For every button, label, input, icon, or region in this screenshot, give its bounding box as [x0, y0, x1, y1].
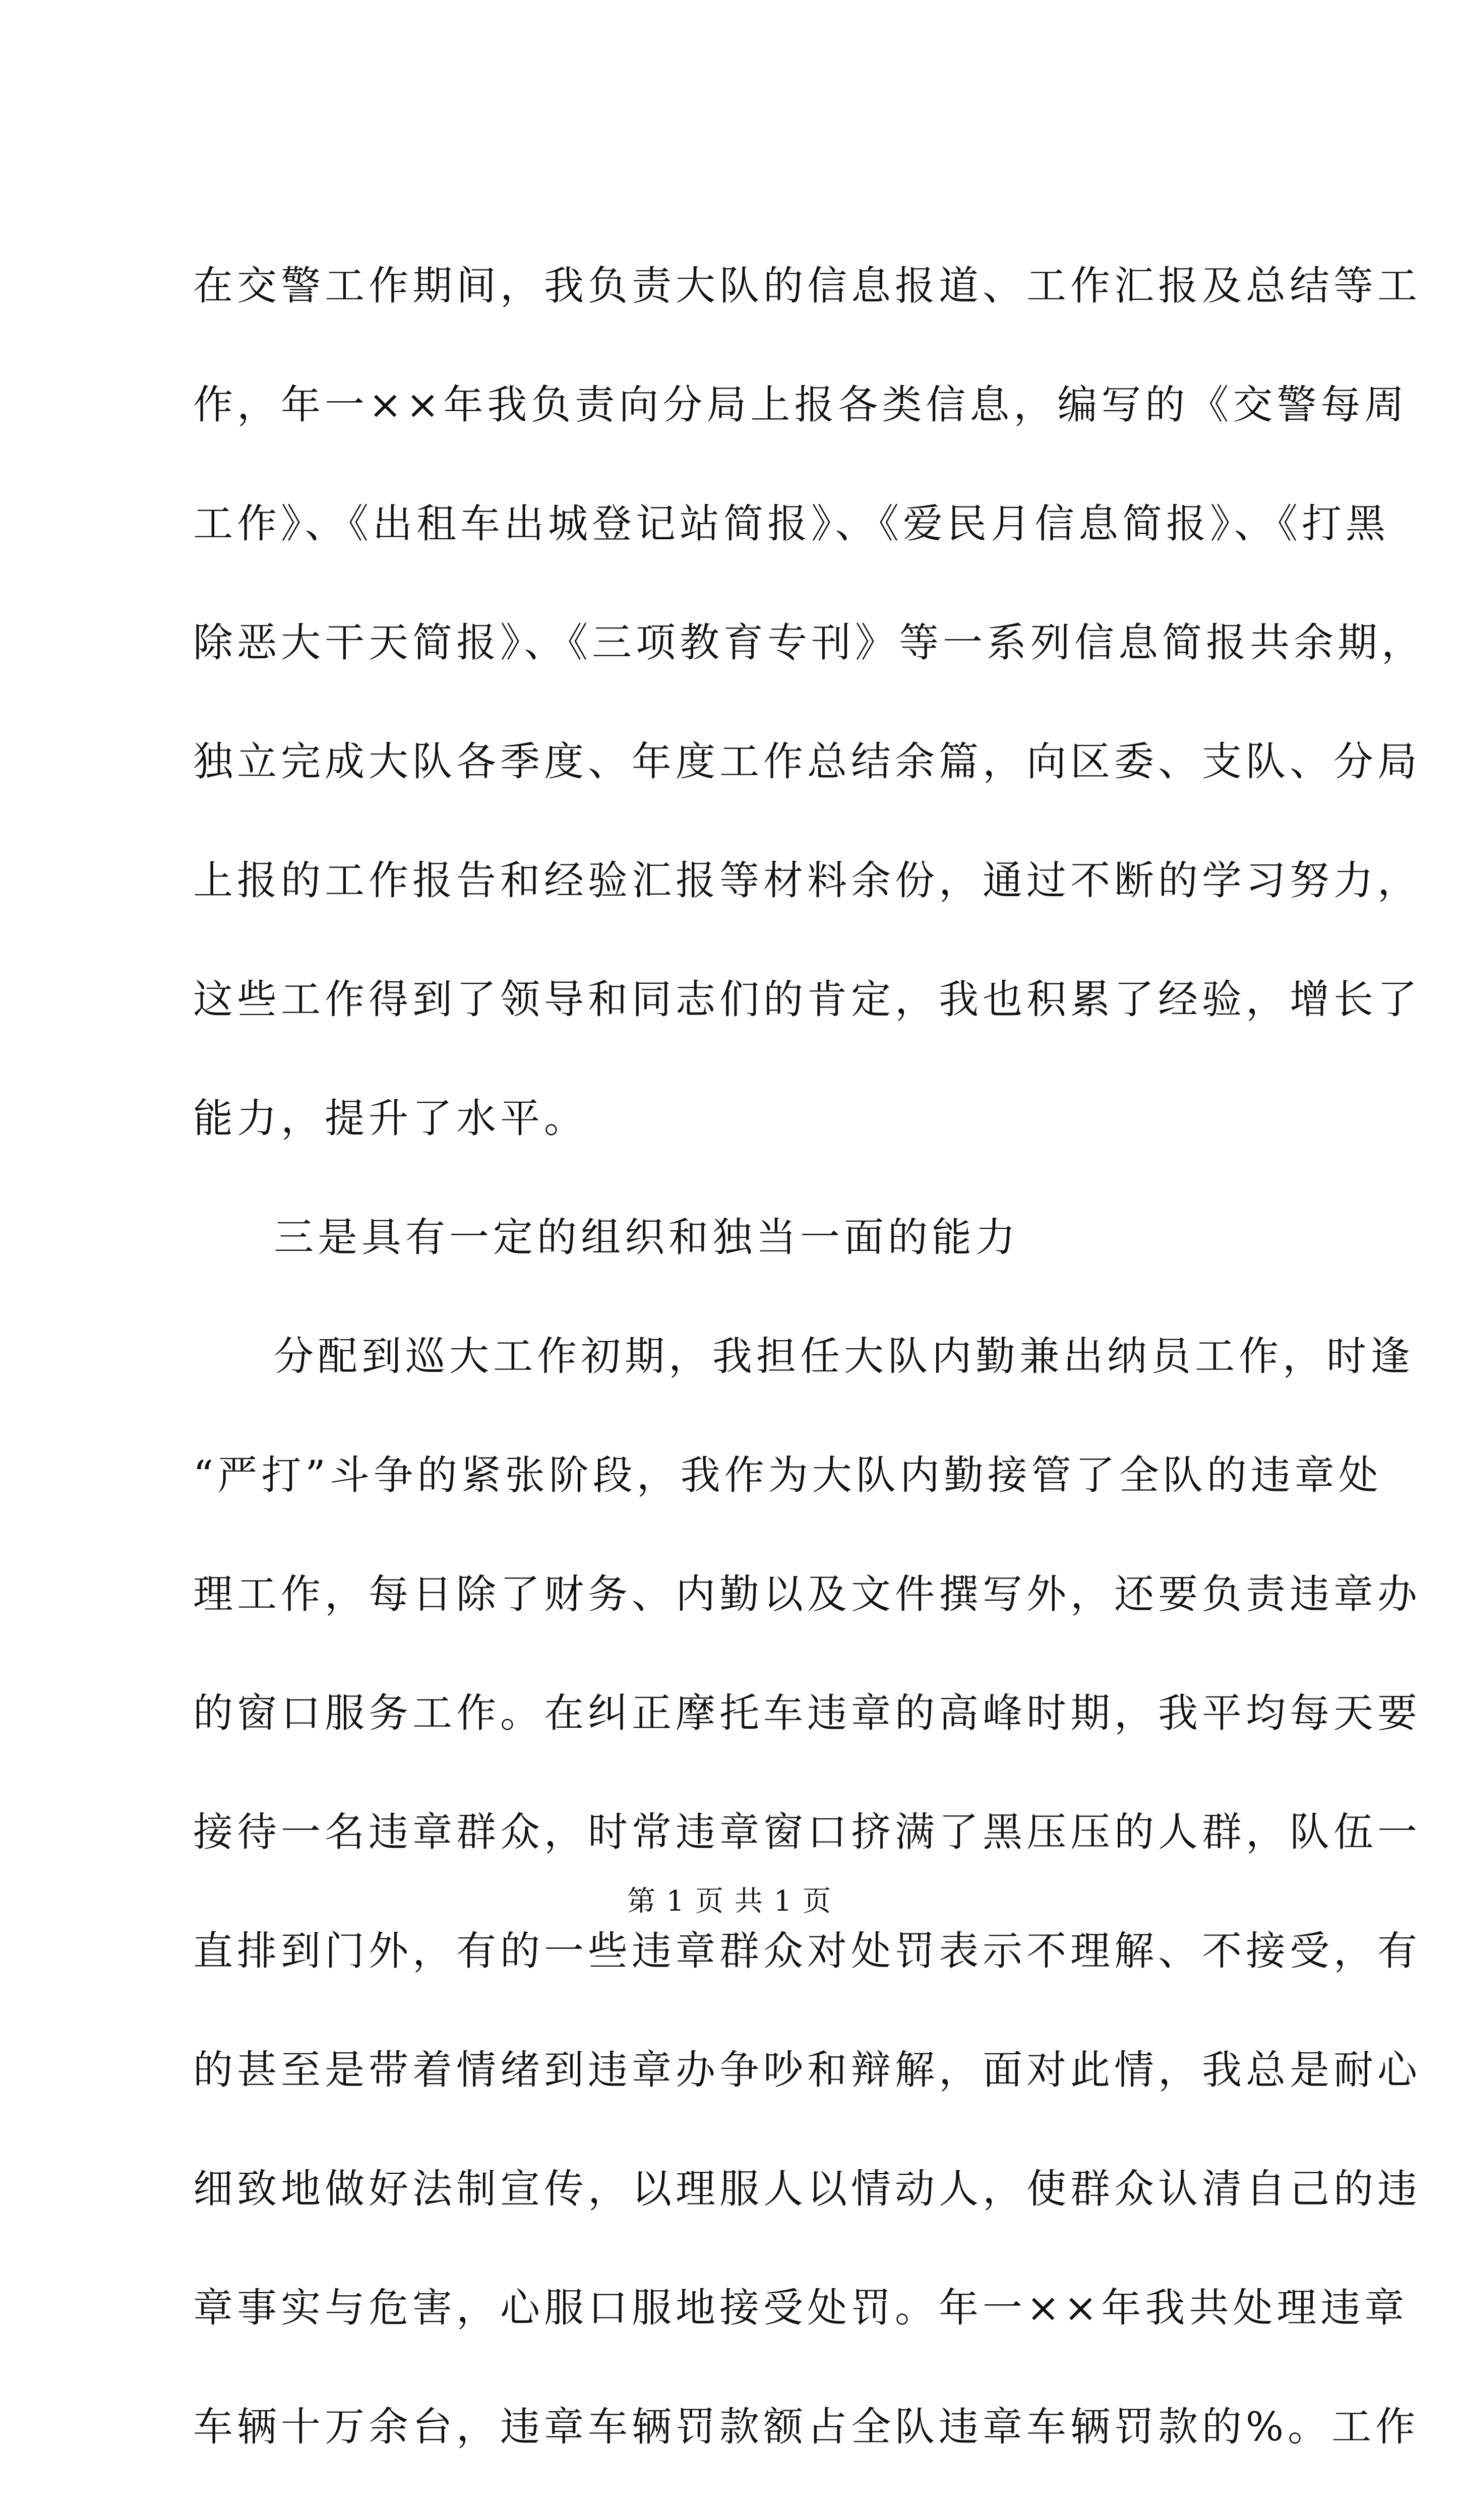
paragraph-1-line-4: 除恶大干天简报》、《三项教育专刊》等一系列信息简报共余期， [193, 619, 1425, 666]
paragraph-2-line-10: 车辆十万余台，违章车辆罚款额占全队违章车辆罚款的%。工作 [193, 2404, 1420, 2450]
paragraph-2-line-6: 直排到门外，有的一些违章群众对处罚表示不理解、不接受，有 [193, 1928, 1421, 1974]
paragraph-2-line-5: 接待一名违章群众，时常违章窗口挤满了黑压压的人群，队伍一 [193, 1809, 1421, 1855]
paragraph-1-line-2: 作，年一××年我负责向分局上报各类信息，编写的《交警每周 [193, 382, 1409, 428]
paragraph-2-line-4: 的窗口服务工作。在纠正摩托车违章的高峰时期，我平均每天要 [193, 1690, 1421, 1736]
paragraph-1-line-7: 这些工作得到了领导和同志们的肯定，我也积累了经验，增长了 [193, 976, 1421, 1023]
paragraph-2-line-2: “严打”斗争的紧张阶段，我作为大队内勤接管了全队的违章处 [193, 1452, 1382, 1498]
paragraph-2-line-11 [193, 2519, 1292, 2520]
paragraph-1-line-3: 工作》、《出租车出城登记站简报》、《爱民月信息简报》、《打黑 [193, 500, 1389, 547]
section-heading: 三是具有一定的组织和独当一面的能力 [274, 1214, 1019, 1261]
paragraph-2-line-3: 理工作，每日除了财务、内勤以及文件撰写外，还要负责违章办 [193, 1571, 1421, 1617]
paragraph-2-line-8: 细致地做好法制宣传，以理服人以情动人，使群众认清自己的违 [193, 2166, 1421, 2212]
paragraph-1-line-1: 在交警工作期间，我负责大队的信息报道、工作汇报及总结等工 [193, 263, 1421, 309]
paragraph-1-line-8: 能力，提升了水平。 [193, 1095, 588, 1142]
paragraph-1-line-6: 上报的工作报告和经验汇报等材料余份，通过不断的学习努力， [193, 857, 1421, 904]
paragraph-2-line-9: 章事实与危害，心服口服地接受处罚。年一××年我共处理违章 [193, 2285, 1409, 2331]
page-footer: 第 1 页 共 1 页 [627, 1885, 832, 1918]
paragraph-2-line-7: 的甚至是带着情绪到违章办争吵和辩解，面对此情，我总是耐心 [193, 2047, 1421, 2093]
paragraph-2-line-1: 分配到巡大工作初期，我担任大队内勤兼出纳员工作，时逢 [274, 1333, 1414, 1379]
paragraph-1-line-5: 独立完成大队各季度、年度工作总结余篇，向区委、支队、分局 [193, 738, 1421, 785]
document-body [193, 260, 1425, 2520]
